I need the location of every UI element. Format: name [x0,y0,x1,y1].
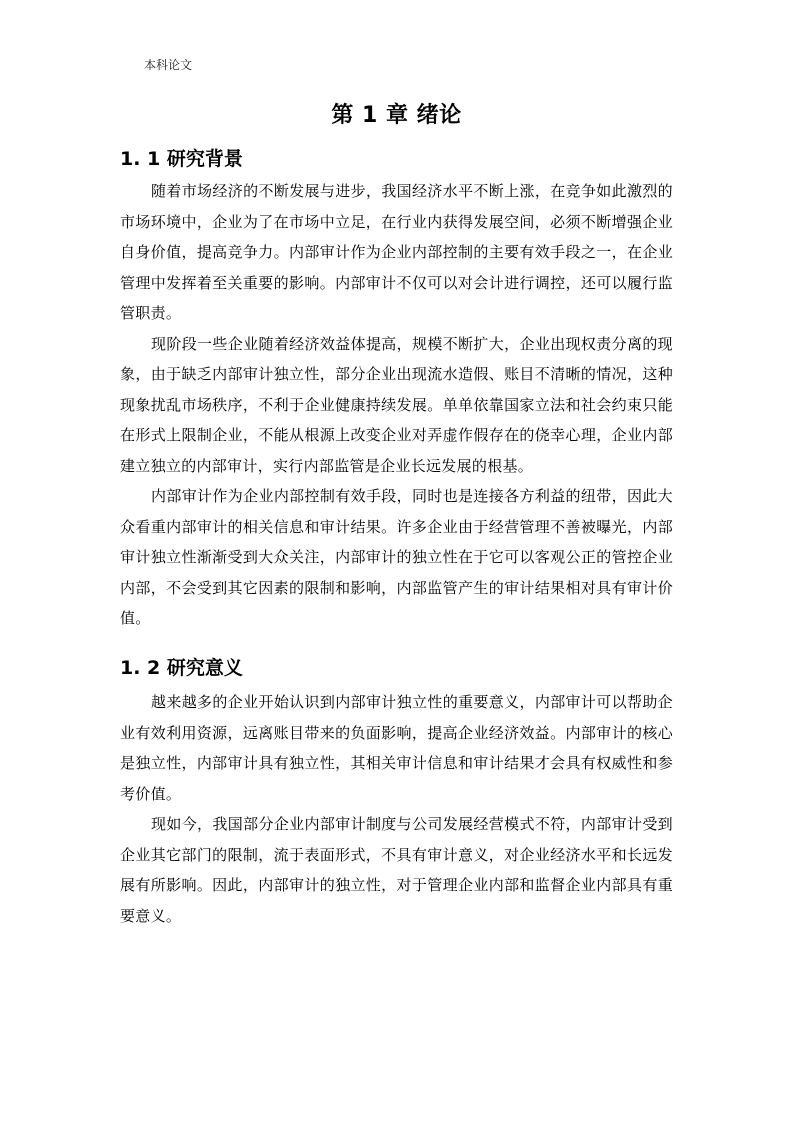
section-body-significance [120,687,673,931]
section-heading-background: 1. 1 研究背景 [120,148,243,170]
paragraph: 现阶段一些企业随着经济效益体提高，规模不断扩大，企业出现权责分离的现象，由于缺乏内部审计独立性，部分企业出现流水造假、账目不清晰的情况，这种现象扰乱市场秩序，不利于企业健康持续发展。单单依靠国家立法和社会约束只能在形式上限制企业，不能从根源上改变企业对弄虚作假存在的侥幸心理，企业内部建立独立的内部审计，实行内部监管是企业长远发展的根基。 [120,334,673,475]
chapter-title: 第 1 章 绪论 [331,103,462,128]
section-body-background [120,176,673,634]
section-heading-significance: 1. 2 研究意义 [120,657,243,679]
paragraph: 越来越多的企业开始认识到内部审计独立性的重要意义，内部审计可以帮助企业有效利用资源，远离账目带来的负面影响，提高企业经济效益。内部审计的核心是独立性，内部审计具有独立性，其相关审计信息和审计结果才会具有权威性和参考价值。 [120,693,673,803]
running-header: 本科论文 [144,58,193,72]
paragraph: 随着市场经济的不断发展与进步，我国经济水平不断上涨，在竞争如此激烈的市场环境中，企业为了在市场中立足，在行业内获得发展空间，必须不断增强企业自身价值，提高竞争力。内部审计作为企业内部控制的主要有效手段之一，在企业管理中发挥着至关重要的影响。内部审计不仅可以对会计进行调控，还可以履行监管职责。 [120,182,673,322]
paragraph: 内部审计作为企业内部控制有效手段，同时也是连接各方利益的纽带，因此大众看重内部审计的相关信息和审计结果。许多企业由于经营管理不善被曝光，内部审计独立性渐渐受到大众关注，内部审计的独立性在于它可以客观公正的管控企业内部，不会受到其它因素的限制和影响，内部监管产生的审计结果相对具有审计价值。 [120,487,673,627]
paragraph: 现如今，我国部分企业内部审计制度与公司发展经营模式不符，内部审计受到企业其它部门的限制，流于表面形式，不具有审计意义，对企业经济水平和长远发展有所影响。因此，内部审计的独立性，对于管理企业内部和监督企业内部具有重要意义。 [120,815,673,925]
